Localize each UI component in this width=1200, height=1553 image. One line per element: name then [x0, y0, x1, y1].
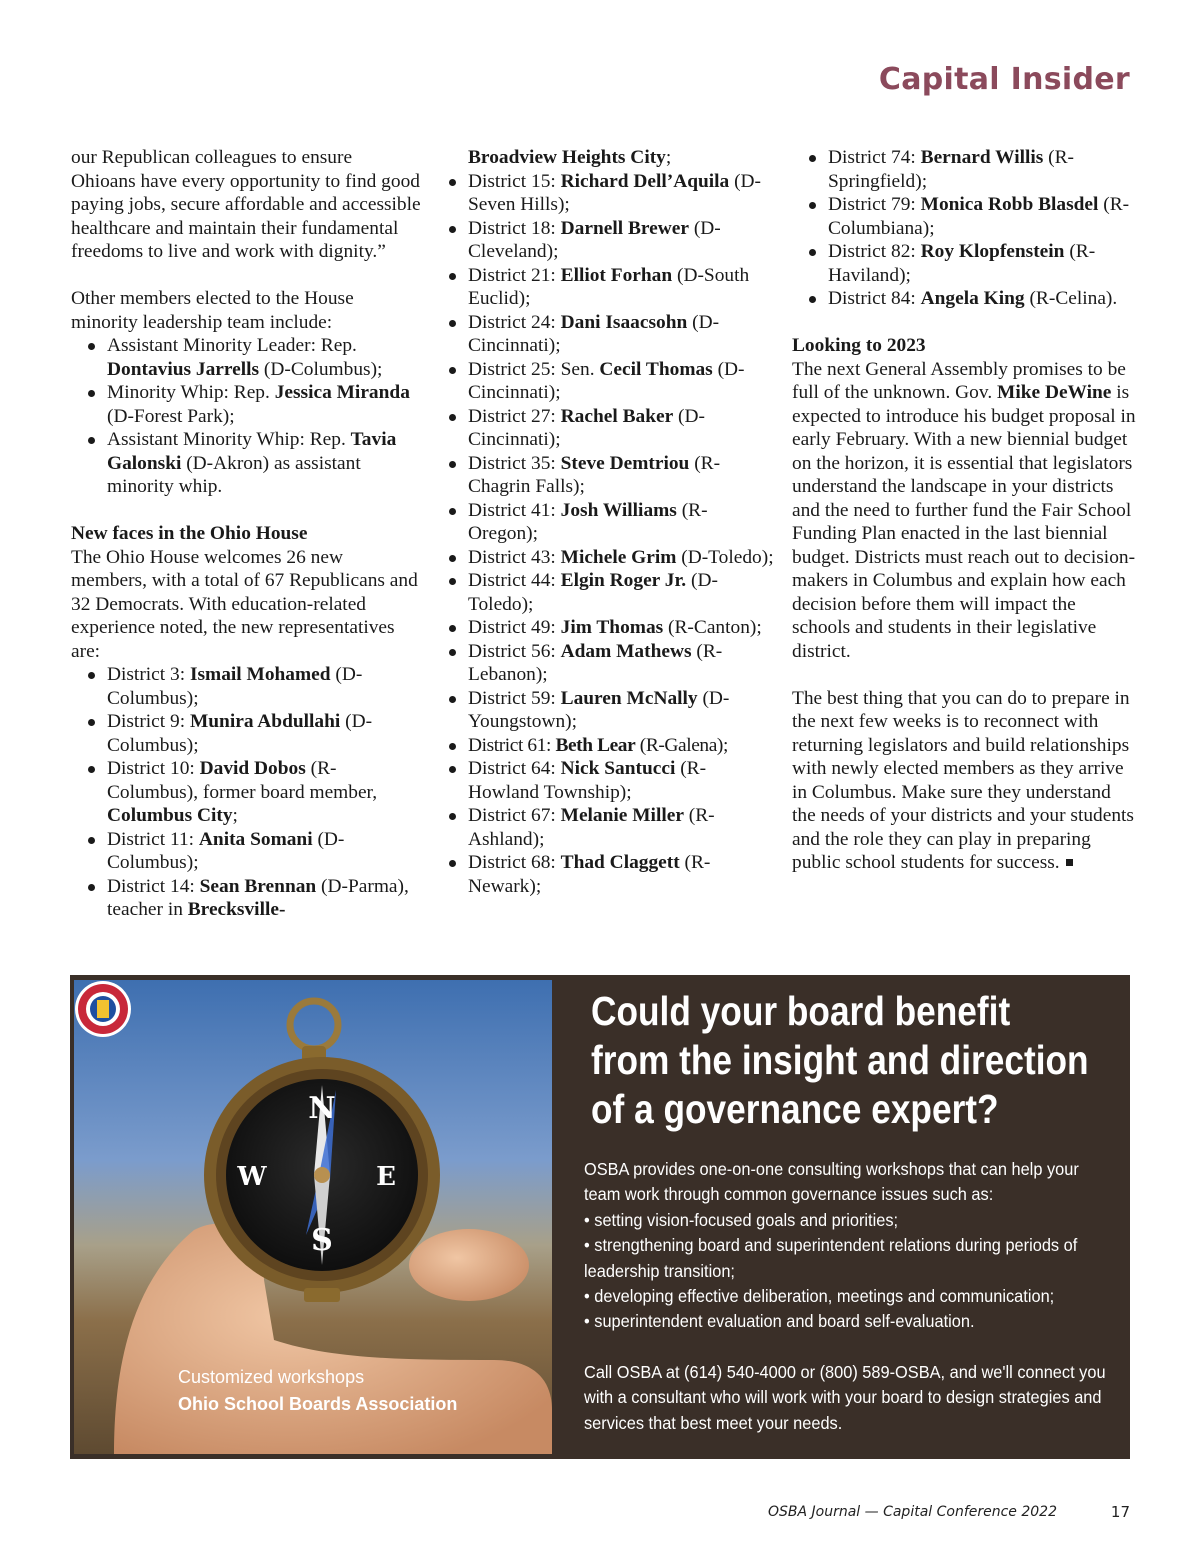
list-continuation: Broadview Heights City; — [468, 147, 672, 168]
section-heading: New faces in the Ohio House — [71, 523, 308, 544]
ad-bullet: • developing effective deliberation, meetings and communication; — [584, 1286, 1055, 1307]
looking-paragraph-2: The best thing that you can do to prepare in the next few weeks is to reconnect with returning legislators and build relationships with newly elected members as they arrive in Columbus. Make sure they understand the needs of your districts and your students and the role they can play in preparing public school students for success. — [792, 687, 1134, 873]
page-number: 17 — [1110, 1503, 1130, 1521]
caption-line-2: Ohio School Boards Association — [178, 1394, 458, 1414]
ad-body — [584, 1157, 1114, 1436]
list-item: District 56: Adam Mathews (R-Lebanon); — [447, 640, 777, 687]
list-item: District 68: Thad Claggett (R-Newark); — [447, 851, 777, 898]
list-item: District 9: Munira Abdullahi (D-Columbus); — [71, 710, 421, 757]
list-item: District 59: Lauren McNally (D-Youngstown); — [447, 687, 777, 734]
list-item: District 18: Darnell Brewer (D-Cleveland); — [447, 217, 777, 264]
list-item: District 27: Rachel Baker (D-Cincinnati); — [447, 405, 777, 452]
list-item: District 35: Steve Demtriou (R-Chagrin Falls); — [447, 452, 777, 499]
list-item: District 10: David Dobos (R-Columbus), former board member, Columbus City; — [71, 757, 421, 828]
osba-seal-icon — [74, 980, 132, 1038]
list-item: District 3: Ismail Mohamed (D-Columbus); — [71, 663, 421, 710]
list-item: District 11: Anita Somani (D-Columbus); — [71, 828, 421, 875]
members-list — [71, 663, 421, 922]
list-item: District 67: Melanie Miller (R-Ashland); — [447, 804, 777, 851]
svg-text:E: E — [376, 1162, 396, 1192]
list-item: Assistant Minority Whip: Rep. Tavia Galonski (D-Akron) as assistant minority whip. — [71, 428, 421, 499]
column-2 — [447, 146, 777, 898]
column-3 — [792, 146, 1137, 875]
svg-text:S: S — [311, 1223, 333, 1258]
leadership-intro: Other members elected to the House minority leadership team include: — [71, 288, 354, 333]
members-list — [447, 170, 777, 899]
ad-intro: OSBA provides one-on-one consulting workshops that can help your team work through common governance issues such as: — [584, 1159, 1079, 1205]
compass-photo — [74, 980, 552, 1454]
ad-headline: Could your board benefit from the insight and direction of a governance expert? — [591, 988, 1089, 1132]
new-faces-intro: The Ohio House welcomes 26 new members, with a total of 67 Republicans and 32 Democrats. With education-related experience noted, the new representatives are: — [71, 546, 418, 662]
column-1 — [71, 146, 421, 922]
svg-text:W: W — [237, 1162, 267, 1192]
osba-advertisement — [70, 975, 1130, 1459]
looking-paragraph-1: The next General Assembly promises to be full of the unknown. Gov. Mike DeWine is expected to introduce his budget proposal in early February. With a new biennial budget on the horizon, it is essential that legislators understand the landscape in your districts and the need to further fund the Fair School Funding Plan enacted in the last biennial budget. Districts must reach out to decision-makers in Columbus and explain how each decision before them will impact the schools and students in their legislative district. — [792, 358, 1136, 662]
list-item: District 41: Josh Williams (R-Oregon); — [447, 499, 777, 546]
list-item: District 82: Roy Klopfenstein (R-Haviland); — [792, 240, 1137, 287]
leadership-list — [71, 334, 421, 499]
list-item: District 15: Richard Dell’Aquila (D-Seven Hills); — [447, 170, 777, 217]
list-item: District 14: Sean Brennan (D-Parma), teacher in Brecksville- — [71, 875, 421, 922]
list-item: District 49: Jim Thomas (R-Canton); — [447, 616, 777, 640]
list-item: District 25: Sen. Cecil Thomas (D-Cincinnati); — [447, 358, 777, 405]
list-item: District 84: Angela King (R-Celina). — [792, 287, 1137, 311]
ad-bullet: • superintendent evaluation and board self-evaluation. — [584, 1311, 975, 1332]
list-item: Assistant Minority Leader: Rep. Dontavius Jarrells (D-Columbus); — [71, 334, 421, 381]
list-item: District 43: Michele Grim (D-Toledo); — [447, 546, 777, 570]
svg-text:N: N — [308, 1091, 336, 1126]
list-item: District 44: Elgin Roger Jr. (D-Toledo); — [447, 569, 777, 616]
ad-bullet: • setting vision-focused goals and priorities; — [584, 1209, 899, 1230]
list-item: Minority Whip: Rep. Jessica Miranda (D-Forest Park); — [71, 381, 421, 428]
ad-call-to-action: Call OSBA at (614) 540-4000 or (800) 589-OSBA, and we'll connect you with a consultant who will work with your board to design strategies and services that best meet your needs. — [584, 1361, 1106, 1433]
members-list — [792, 146, 1137, 311]
photo-caption — [178, 1364, 457, 1418]
list-item: District 21: Elliot Forhan (D-South Euclid); — [447, 264, 777, 311]
caption-line-1: Customized workshops — [178, 1367, 365, 1387]
list-item: District 74: Bernard Willis (R-Springfield); — [792, 146, 1137, 193]
list-item: District 24: Dani Isaacsohn (D-Cincinnati); — [447, 311, 777, 358]
section-title: Capital Insider — [878, 62, 1130, 97]
section-heading: Looking to 2023 — [792, 335, 926, 356]
list-item: District 61: Beth Lear (R-Galena); — [447, 734, 777, 758]
ad-bullet: • strengthening board and superintendent relations during periods of leadership transition; — [584, 1235, 1078, 1281]
intro-paragraph: our Republican colleagues to ensure Ohioans have every opportunity to find good paying jobs, secure affordable and accessible healthcare and maintain their fundamental freedoms to live and work with dignity.” — [71, 147, 421, 262]
list-item: District 64: Nick Santucci (R-Howland Township); — [447, 757, 777, 804]
publication-footer: OSBA Journal — Capital Conference 2022 — [767, 1504, 1057, 1520]
end-mark-icon — [1066, 859, 1073, 866]
list-item: District 79: Monica Robb Blasdel (R-Columbiana); — [792, 193, 1137, 240]
